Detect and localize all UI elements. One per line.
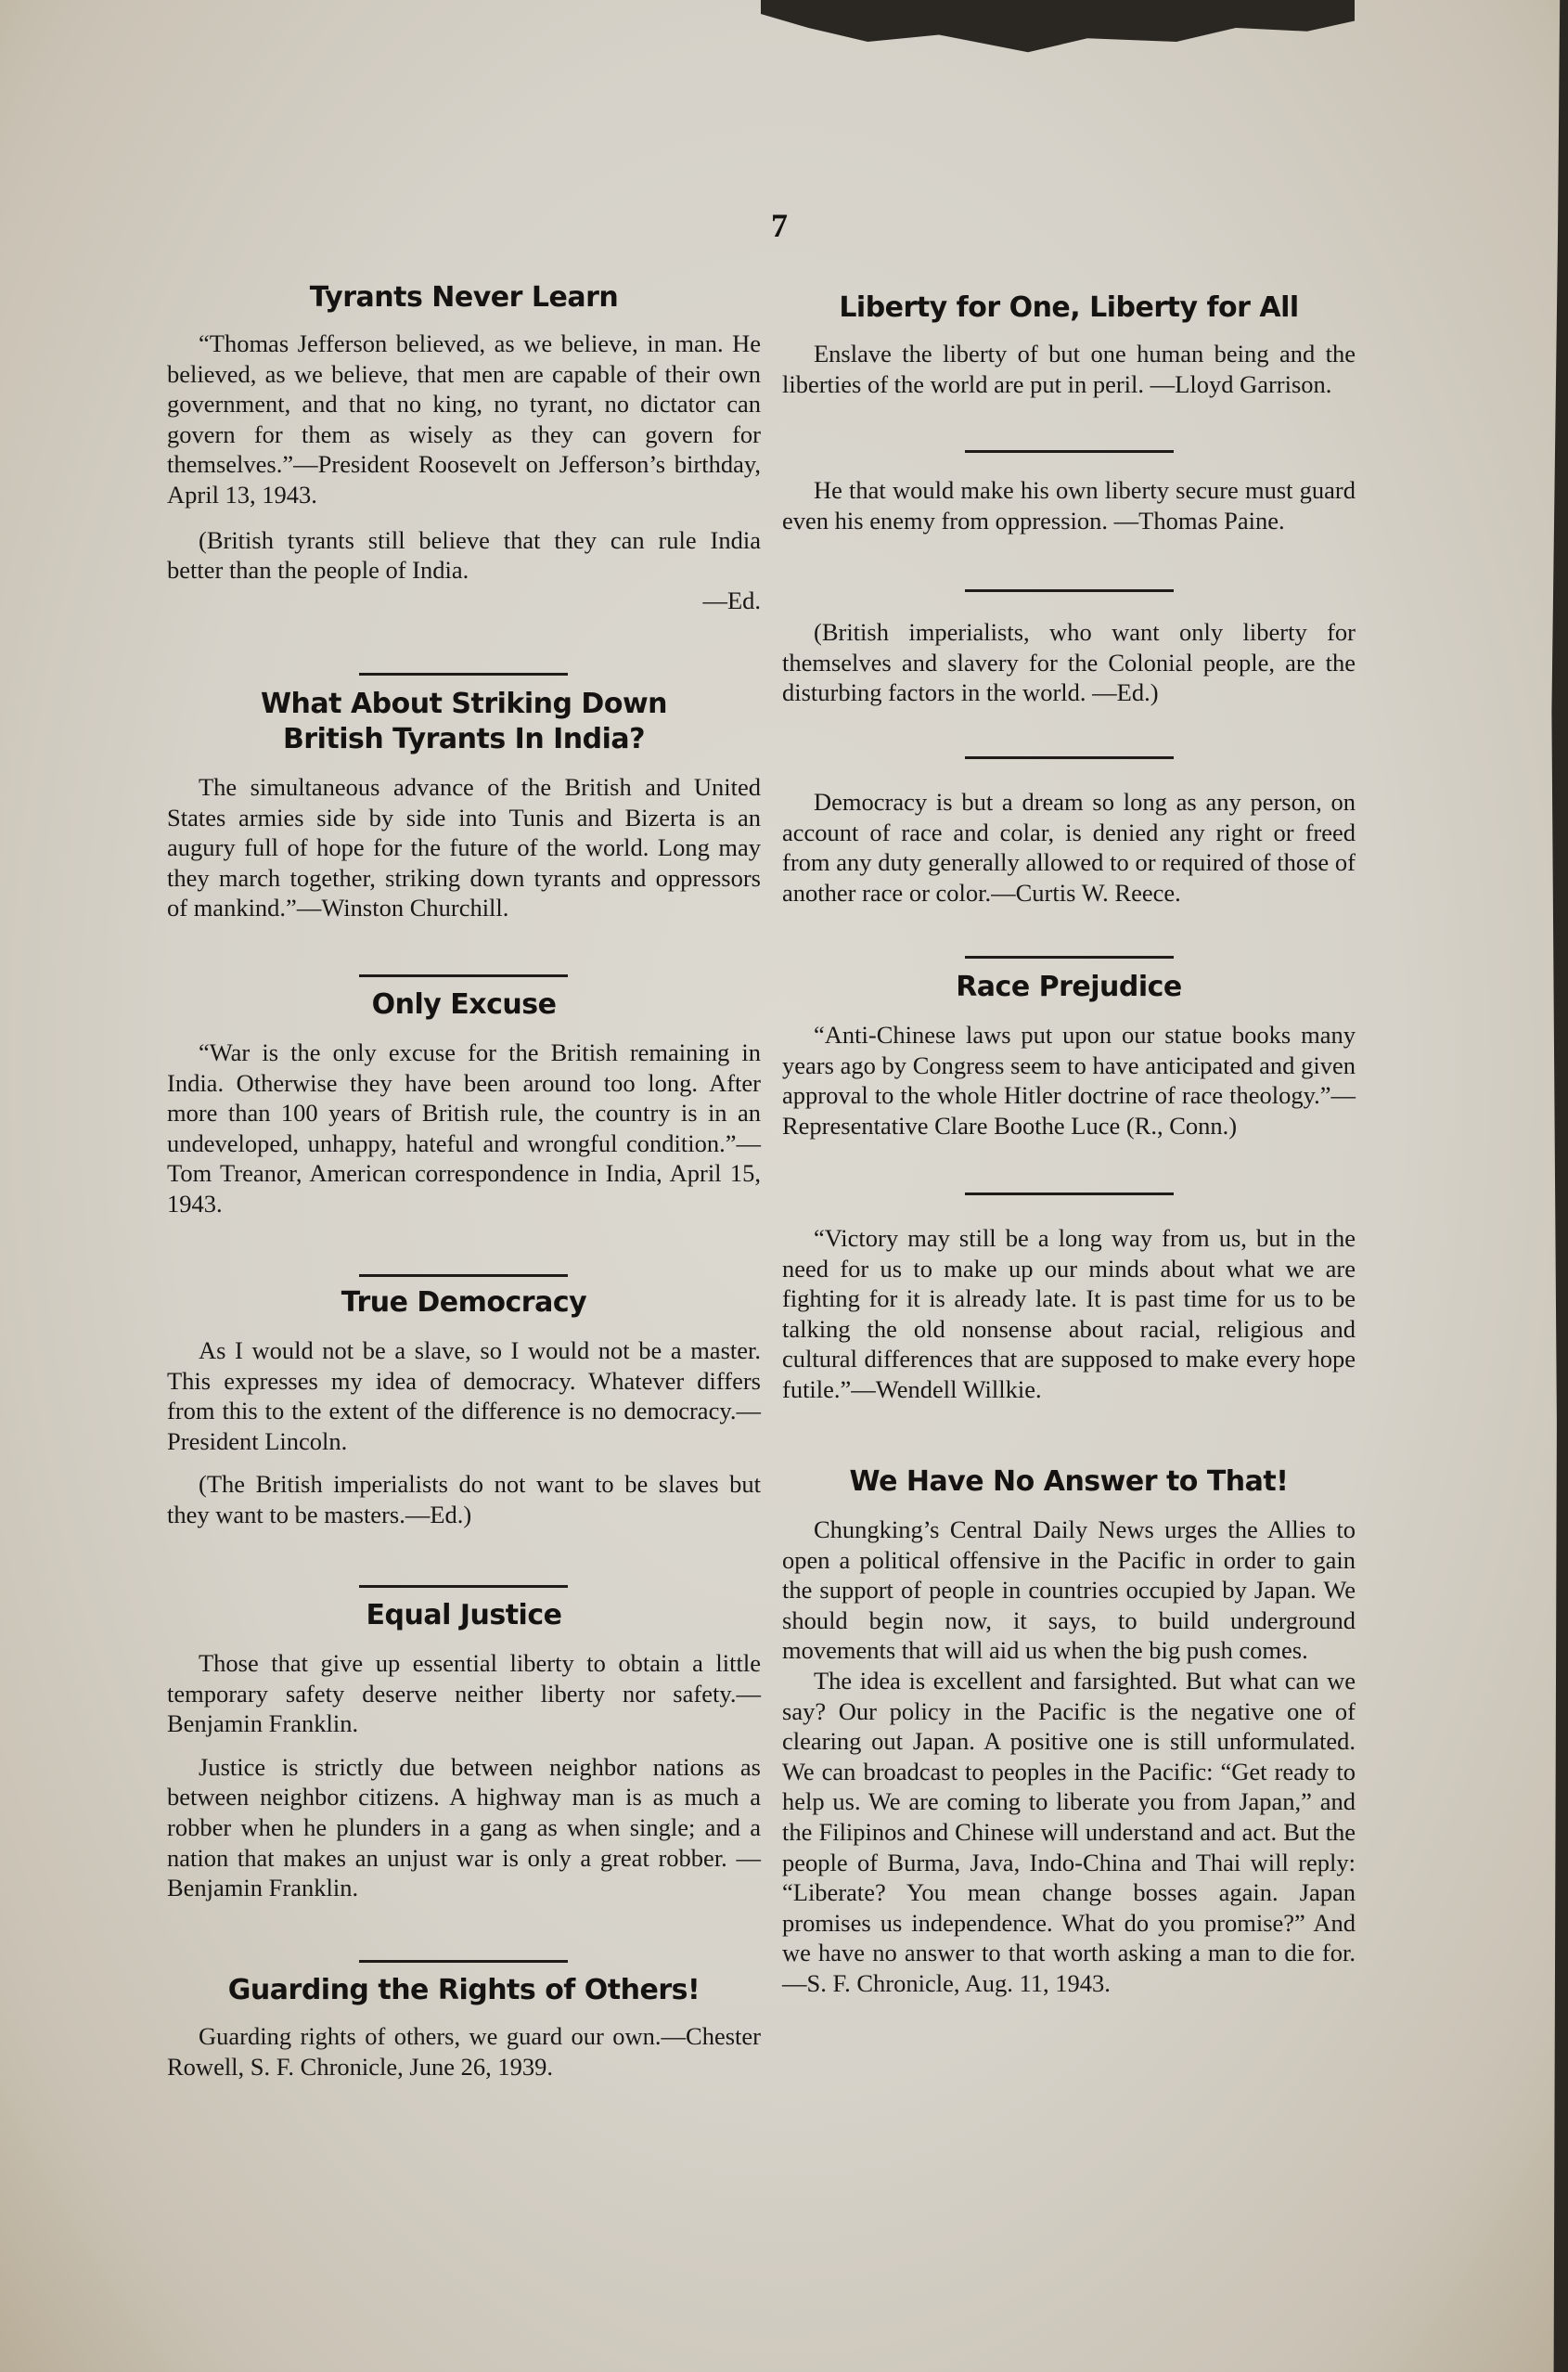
- page-edge: [1548, 0, 1568, 2372]
- page-number: 7: [771, 207, 788, 244]
- section-only-excuse: [167, 987, 761, 1219]
- quote-paragraph: “Victory may still be a long way from us, but in the need for us to make up our minds about what we are fighting for it is already late. It is past time for us to be talking the old nonsense about racial, religious and cultural differences that are supposed to make every hope futile.”—Wendell Willkie.: [782, 1224, 1356, 1403]
- section-heading: True Democracy: [341, 1286, 587, 1319]
- section-no-answer: [782, 1464, 1356, 1999]
- section-heading: We Have No Answer to That!: [849, 1465, 1289, 1498]
- divider: [965, 1192, 1174, 1195]
- editor-note: (The British imperialists do not want to be slaves but they want to be masters.—Ed.): [167, 1470, 761, 1528]
- section-heading: Equal Justice: [366, 1599, 562, 1631]
- divider: [359, 1585, 568, 1588]
- section-striking-down-tyrants: [167, 687, 761, 923]
- divider: [965, 956, 1174, 959]
- quote-paragraph: “Thomas Jefferson believed, as we believe, in man. He believed, as we believe, that men are capable of their own government, and that no king, no tyrant, no dictator can govern for them as wisely as they can govern for themselves.”—President Roosevelt on Jefferson’s birthday, April 13, 1943.: [167, 329, 761, 509]
- section-heading: Race Prejudice: [956, 971, 1182, 1003]
- section-heading: What About Striking Down British Tyrants In India?: [260, 688, 668, 755]
- editor-signature: —Ed.: [702, 586, 761, 614]
- section-heading: Tyrants Never Learn: [309, 281, 619, 314]
- divider: [359, 1274, 568, 1277]
- quote-paragraph: Guarding rights of others, we guard our own.—Chester Rowell, S. F. Chronicle, June 26, 1939.: [167, 2022, 761, 2081]
- divider: [965, 589, 1174, 592]
- editor-note: (British imperialists, who want only liberty for themselves and slavery for the Colonial people, are the disturbing factors in the world. —Ed.): [782, 618, 1356, 707]
- section-heading: Guarding the Rights of Others!: [227, 1974, 700, 2006]
- quote-paragraph: Democracy is but a dream so long as any person, on account of race and colar, is denied any right or freed from any duty generally allowed to or required of those of another race or color.—Curtis W. Reece.: [782, 788, 1356, 907]
- quote-paragraph: “War is the only excuse for the British remaining in India. Otherwise they have been around too long. After more than 100 years of British rule, the country is in an undeveloped, unhappy, hateful and wrongful condition.”—Tom Treanor, American correspondence in India, April 15, 1943.: [167, 1038, 761, 1218]
- quote-paragraph: He that would make his own liberty secure must guard even his enemy from oppression. —Thomas Paine.: [782, 476, 1356, 535]
- torn-edge: [761, 0, 1355, 70]
- quote-paragraph: Enslave the liberty of but one human being and the liberties of the world are put in peril. —Lloyd Garrison.: [782, 340, 1356, 398]
- quote-paragraph: As I would not be a slave, so I would not be a master. This expresses my idea of democracy. Whatever differs from this to the extent of the difference is no democracy.—President Lincoln.: [167, 1336, 761, 1455]
- article-paragraph: The idea is excellent and farsighted. But what can we say? Our policy in the Pacific is the negative one of clearing out Japan. A positive one is still unformulated. We can broadcast to peoples in the Pacific: “Get ready to help us. We are coming to liberate you from Japan,” and the Filipinos and Chinese will understand and act. But the people of Burma, Java, Indo-China and Thai will reply: “Liberate? You mean change bosses again. Japan promises us independence. What do you promise?” And we have no answer to that worth asking a man to die for.—S. F. Chronicle, Aug. 11, 1943.: [782, 1666, 1356, 1997]
- quote-block-willkie: [782, 1223, 1356, 1405]
- editor-note: (British tyrants still believe that they can rule India better than the people of India.: [167, 525, 761, 585]
- quote-block-paine: [782, 475, 1356, 535]
- quote-paragraph: Those that give up essential liberty to obtain a little temporary safety deserve neither liberty nor safety.—Benjamin Franklin.: [167, 1649, 761, 1738]
- divider: [359, 974, 568, 977]
- section-liberty-for-all: [782, 290, 1356, 399]
- section-equal-justice: [167, 1598, 761, 1903]
- divider: [965, 756, 1174, 759]
- section-tyrants-never-learn: [167, 280, 761, 615]
- divider: [359, 1960, 568, 1963]
- quote-paragraph: “Anti-Chinese laws put upon our statue books many years ago by Congress seem to have anticipated and given approval to the whole Hitler doctrine of race theology.”—Representative Clare Boothe Luce (R., Conn.): [782, 1021, 1356, 1140]
- section-heading: Only Excuse: [371, 988, 557, 1021]
- quote-block-reece: [782, 787, 1356, 908]
- section-heading: Liberty for One, Liberty for All: [839, 291, 1299, 324]
- divider: [965, 450, 1174, 453]
- editor-note-block: [782, 617, 1356, 708]
- section-race-prejudice: [782, 970, 1356, 1141]
- article-paragraph: Chungking’s Central Daily News urges the Allies to open a political offensive in the Pacific in order to gain the support of people in countries occupied by Japan. We should begin now, it says, to build underground movements that will aid us when the big push comes.: [782, 1515, 1356, 1665]
- quote-paragraph: The simultaneous advance of the British and United States armies side by side into Tunis and Bizerta is an augury full of hope for the future of the world. Long may they march together, striking down tyrants and oppressors of mankind.”—Winston Churchill.: [167, 773, 761, 922]
- quote-paragraph: Justice is strictly due between neighbor nations as between neighbor citizens. A highway man is as much a robber when he plunders in a gang as when single; and a nation that makes an unjust war is only a great robber. — Benjamin Franklin.: [167, 1752, 761, 1902]
- divider: [359, 673, 568, 676]
- section-true-democracy: [167, 1285, 761, 1530]
- section-guarding-rights: [167, 1973, 761, 2082]
